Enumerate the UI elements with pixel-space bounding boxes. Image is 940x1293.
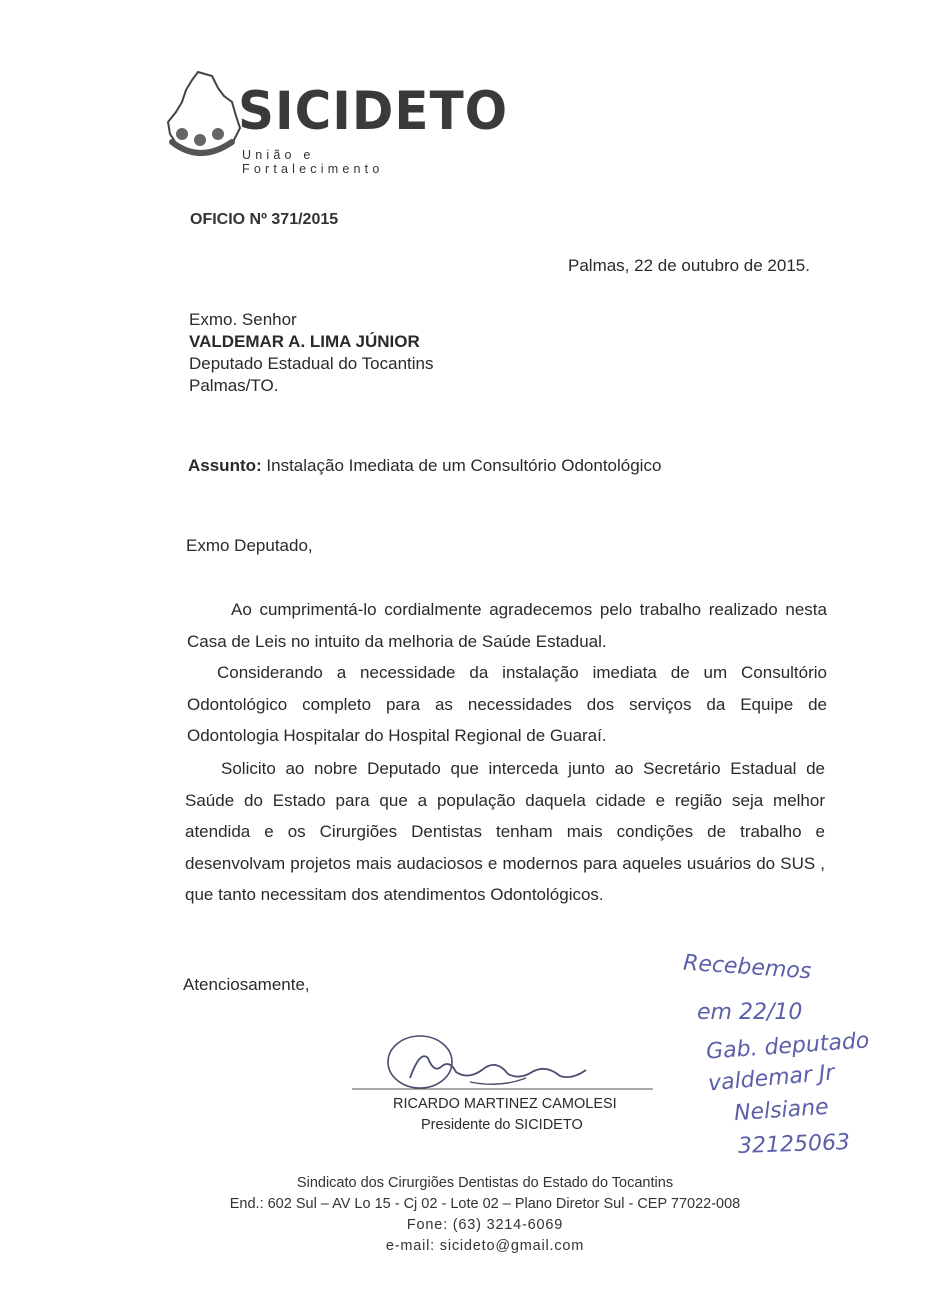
signatory-name: RICARDO MARTINEZ CAMOLESI: [393, 1096, 617, 1112]
place-date: Palmas, 22 de outubro de 2015.: [568, 256, 810, 275]
recipient-name: VALDEMAR A. LIMA JÚNIOR: [189, 332, 420, 351]
footer-phone: Fone: (63) 3214-6069: [406, 1217, 564, 1233]
oficio-number: OFICIO Nº 371/2015: [190, 211, 339, 228]
body-paragraph-2: Considerando a necessidade da instalação imediata de um Consultório Odontológico completo para as necessidades dos serviços da Equipe de Odontologia Hospitalar do Hospital Regional de Guaraí.: [187, 663, 827, 745]
logo-tagline: União e Fortalecimento: [242, 148, 384, 176]
recipient-role: Deputado Estadual do Tocantins: [189, 354, 434, 373]
subject-text: Instalação Imediata de um Consultório Odontológico: [266, 456, 662, 475]
footer: [155, 1173, 815, 1257]
footer-email: e-mail: sicideto@gmail.com: [385, 1238, 585, 1254]
handwritten-note-line-4: valdemar Jr: [707, 1060, 836, 1097]
greeting: Exmo Deputado,: [186, 536, 313, 555]
body-paragraph-1: Ao cumprimentá-lo cordialmente agradecemos pelo trabalho realizado nesta Casa de Leis no intuito da melhoria de Saúde Estadual.: [187, 600, 827, 651]
signature-scrawl: [350, 1030, 655, 1092]
handwritten-note-line-6: 32125063: [737, 1130, 851, 1159]
signatory-title: Presidente do SICIDETO: [421, 1117, 583, 1133]
subject-line: [188, 455, 661, 477]
handwritten-note-line-1: Recebemos: [682, 950, 813, 985]
subject-label: Assunto:: [188, 456, 262, 475]
footer-org: Sindicato dos Cirurgiões Dentistas do Estado do Tocantins: [296, 1175, 674, 1191]
recipient-city: Palmas/TO.: [189, 376, 279, 395]
signature-block: [350, 1030, 655, 1092]
handwritten-note-line-5: Nelsiane: [733, 1094, 830, 1127]
body-paragraph-3: Solicito ao nobre Deputado que interceda junto ao Secretário Estadual de Saúde do Estado para que a população daquela cidade e região seja melhor atendida e os Cirurgiões Dentistas tenham mais condições de trabalho e desenvolvam projetos mais audaciosos e modernos para aqueles usuários do SUS , que tanto necessitam dos atendimentos Odontológicos.: [185, 759, 825, 904]
closing: Atenciosamente,: [183, 975, 310, 994]
footer-address: End.: 602 Sul – AV Lo 15 - Cj 02 - Lote 02 – Plano Diretor Sul - CEP 77022-008: [229, 1196, 741, 1212]
handwritten-note-line-3: Gab. deputado: [705, 1028, 871, 1065]
sicideto-logo: [160, 68, 509, 176]
logo-brand: SICIDETO: [238, 80, 509, 142]
recipient-salutation: Exmo. Senhor: [189, 310, 297, 329]
handwritten-note-line-2: em 22/10: [697, 1000, 803, 1025]
tocantins-map-icon: [160, 68, 250, 168]
